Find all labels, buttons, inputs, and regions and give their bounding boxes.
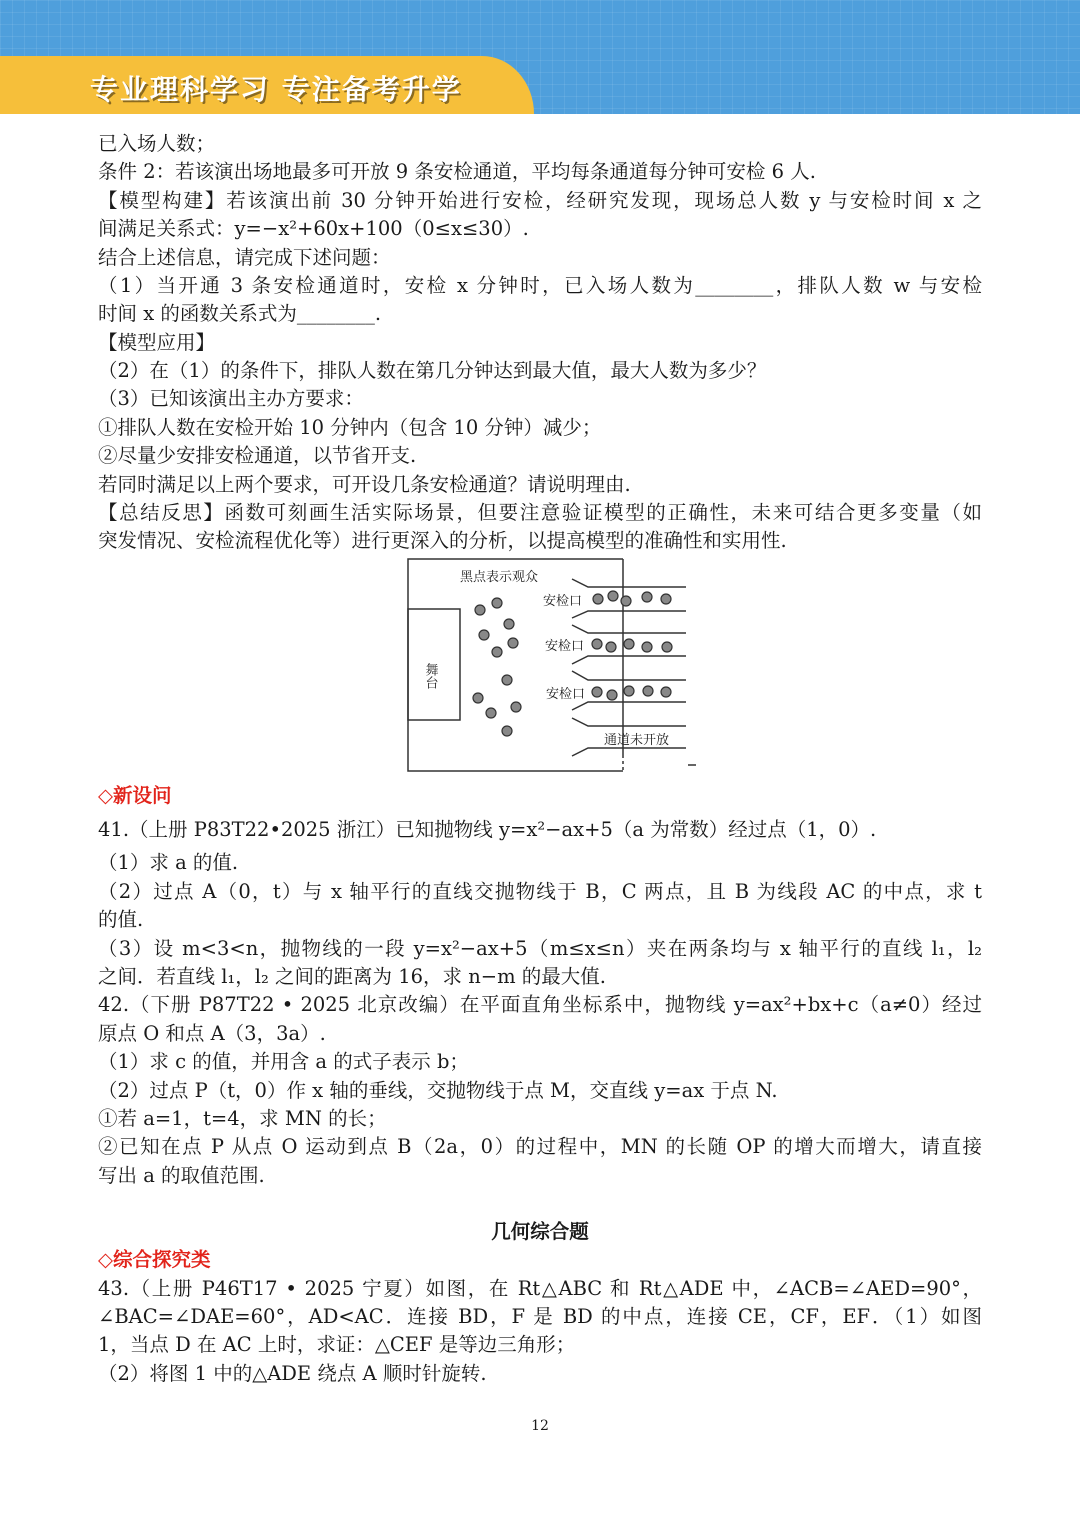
text-line: 已入场人数； — [98, 132, 216, 155]
text-line: 【模型应用】 — [98, 331, 216, 354]
text-line: ②已知在点 P 从点 O 运动到点 B（2a，0）的过程中，MN 的长随 OP 的增大而增大，请直接 — [98, 1135, 982, 1158]
header-banner — [0, 0, 1080, 114]
text-line: （1）求 c 的值，并用含 a 的式子表示 b； — [98, 1050, 469, 1073]
text-line: 若同时满足以上两个要求，可开设几条安检通道？请说明理由. — [98, 473, 631, 496]
gate-label: 安检口 — [545, 639, 585, 654]
slogan-text: 专业理科学习 专注备考升学 — [90, 73, 462, 106]
text-line: 之间．若直线 l₁，l₂ 之间的距离为 16，求 n−m 的最大值. — [98, 965, 607, 988]
text-line: 【总结反思】函数可刻画生活实际场景，但要注意验证模型的正确性，未来可结合更多变量（如 — [98, 501, 982, 524]
closed-lane-label: 通道未开放 — [604, 733, 670, 748]
text-line: 间满足关系式：y=−x²+60x+100（0≤x≤30）. — [98, 217, 529, 240]
section-heading: ◇综合探究类 — [98, 1248, 211, 1271]
text-line: （2）将图 1 中的△ADE 绕点 A 顺时针旋转. — [98, 1362, 487, 1385]
text-line: （3）设 m<3<n，抛物线的一段 y=x²−ax+5（m≤x≤n）夹在两条均与 x 轴平行的直线 l₁，l₂ — [98, 937, 982, 960]
text-line: 突发情况、安检流程优化等）进行更深入的分析，以提高模型的准确性和实用性. — [98, 529, 787, 552]
question-41: 41.（上册 P83T22•2025 浙江）已知抛物线 y=x²−ax+5（a 为常数）经过点（1，0）. — [98, 818, 877, 841]
security-gate-figure — [400, 555, 710, 775]
question-42: 42.（下册 P87T22 • 2025 北京改编）在平面直角坐标系中，抛物线 y=ax²+bx+c（a≠0）经过 — [98, 993, 982, 1016]
gate-label: 安检口 — [546, 687, 586, 702]
text-line: （1）当开通 3 条安检通道时，安检 x 分钟时，已入场人数为________，排队人数 w 与安检 — [98, 274, 982, 297]
text-line: ①若 a=1，t=4，求 MN 的长； — [98, 1107, 387, 1130]
text-line: 写出 a 的取值范围. — [98, 1164, 265, 1187]
question-43: 43.（上册 P46T17 • 2025 宁夏）如图，在 Rt△ABC 和 Rt△ADE 中，∠ACB=∠AED=90°， — [98, 1277, 982, 1300]
text-line: ∠BAC=∠DAE=60°，AD<AC．连接 BD，F 是 BD 的中点，连接 CE，CF，EF．（1）如图 — [98, 1305, 982, 1328]
text-line: 条件 2：若该演出场地最多可开放 9 条安检通道，平均每条通道每分钟可安检 6 人. — [98, 160, 816, 183]
text-line: 【模型构建】若该演出前 30 分钟开始进行安检，经研究发现，现场总人数 y 与安检时间 x 之 — [98, 189, 982, 212]
slogan-tab — [0, 56, 534, 114]
text-line: （1）求 a 的值. — [98, 851, 239, 874]
text-line: 原点 O 和点 A（3，3a）. — [98, 1022, 326, 1045]
stage-label: 舞台 — [422, 663, 438, 689]
text-line: ②尽量少安排安检通道，以节省开支. — [98, 444, 417, 467]
text-line: （2）过点 A（0，t）与 x 轴平行的直线交抛物线于 B，C 两点，且 B 为线段 AC 的中点，求 t — [98, 880, 982, 903]
text-line: 结合上述信息，请完成下述问题： — [98, 246, 391, 269]
page-number: 12 — [531, 1418, 549, 1434]
text-line: 时间 x 的函数关系式为________. — [98, 302, 382, 325]
text-line: 的值. — [98, 908, 144, 931]
section-title: 几何综合题 — [491, 1220, 589, 1243]
figure-legend: 黑点表示观众 — [460, 570, 539, 585]
text-line: ①排队人数在安检开始 10 分钟内（包含 10 分钟）减少； — [98, 416, 602, 439]
text-line: （3）已知该演出主办方要求： — [98, 387, 364, 410]
section-heading: ◇新设问 — [98, 784, 172, 807]
text-line: 1，当点 D 在 AC 上时，求证：△CEF 是等边三角形； — [98, 1333, 576, 1356]
gate-label: 安检口 — [543, 594, 583, 609]
text-line: （2）在（1）的条件下，排队人数在第几分钟达到最大值，最大人数为多少？ — [98, 359, 767, 382]
text-line: （2）过点 P（t，0）作 x 轴的垂线，交抛物线于点 M，交直线 y=ax 于点 N. — [98, 1079, 778, 1102]
